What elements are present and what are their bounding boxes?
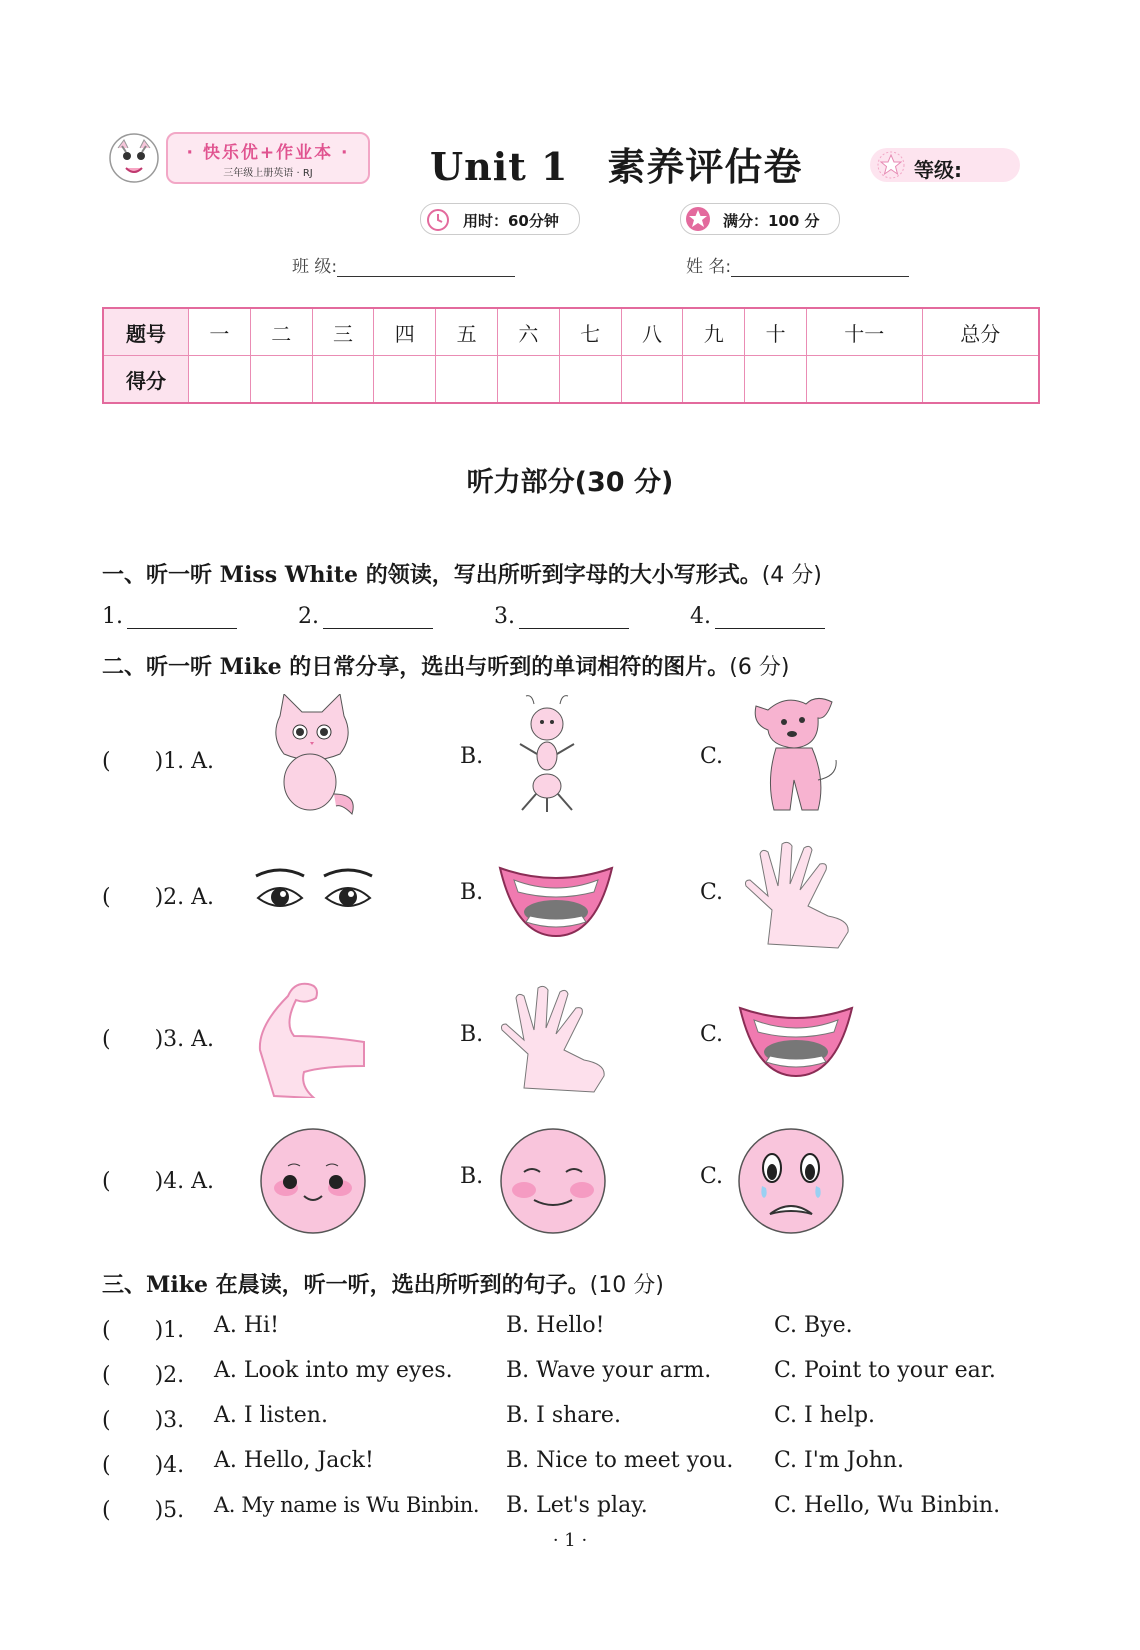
q3-3-option-b[interactable]: B. I share.: [506, 1403, 621, 1428]
col-9: 九: [683, 308, 745, 356]
blank-3[interactable]: [494, 604, 629, 629]
shy-face-picture[interactable]: [258, 1126, 368, 1236]
q2-4-option-c: C.: [700, 1164, 724, 1189]
q3-4-option-b[interactable]: B. Nice to meet you.: [506, 1448, 734, 1473]
page-title: Unit 1 素养评估卷: [430, 144, 803, 189]
score-cell[interactable]: [559, 356, 621, 404]
answer-line[interactable]: [323, 608, 433, 629]
q3-3-option-c[interactable]: C. I help.: [774, 1403, 876, 1428]
brand-subtitle: 三年级上册英语 · RJ: [223, 168, 313, 179]
col-7: 七: [559, 308, 621, 356]
q3-3-option-a[interactable]: A. I listen.: [214, 1403, 328, 1428]
alarm-clock-icon: [425, 206, 451, 232]
q3-5-option-a[interactable]: A. My name is Wu Binbin.: [214, 1493, 480, 1517]
blank-4-label: 4.: [690, 604, 711, 629]
question-number-row: [103, 308, 1039, 356]
q3-4-option-a[interactable]: A. Hello, Jack!: [214, 1448, 374, 1473]
brand-label-box: [166, 132, 370, 184]
col-2: 二: [250, 308, 312, 356]
class-field[interactable]: [292, 252, 515, 277]
col-5: 五: [436, 308, 498, 356]
q2-3-label: ( )3. A.: [102, 1027, 215, 1052]
q3-2-option-c[interactable]: C. Point to your ear.: [774, 1358, 996, 1383]
grade-field: [870, 148, 1020, 182]
answer-line[interactable]: [519, 608, 629, 629]
score-cell[interactable]: [806, 356, 922, 404]
section-3-instruction: 在晨读，听一听，选出所听到的句子。: [207, 1273, 590, 1298]
page-number: · 1 ·: [552, 1530, 588, 1551]
q3-5-option-b[interactable]: B. Let's play.: [506, 1493, 648, 1518]
score-cell[interactable]: [436, 356, 498, 404]
answer-line[interactable]: [127, 608, 237, 629]
section-1-prefix: 一、听一听: [102, 563, 220, 588]
col-10: 十: [745, 308, 807, 356]
name-label: 姓 名:: [686, 257, 732, 277]
q2-2-option-b: B.: [460, 880, 484, 905]
q2-1-label: ( )1. A.: [102, 749, 215, 774]
col-6: 六: [497, 308, 559, 356]
tiger-mascot-icon: [104, 128, 164, 188]
hand-picture[interactable]: [494, 984, 610, 1094]
q3-1-option-a[interactable]: A. Hi!: [214, 1313, 279, 1338]
score-cell[interactable]: [621, 356, 683, 404]
score-cell[interactable]: [374, 356, 436, 404]
section-1-points: (4 分): [761, 563, 822, 588]
q3-5-num: ( )5.: [102, 1498, 185, 1523]
score-table: [102, 307, 1040, 404]
row-head-score: 得分: [103, 356, 189, 404]
blank-1[interactable]: [102, 604, 237, 629]
col-3: 三: [312, 308, 374, 356]
section-1-heading: [102, 558, 822, 589]
section-2-heading: [102, 650, 789, 681]
q3-1-num: ( )1.: [102, 1318, 185, 1343]
section-2-prefix: 二、听一听: [102, 655, 220, 680]
time-label: 用时：60分钟: [463, 212, 559, 230]
q3-2-option-b[interactable]: B. Wave your arm.: [506, 1358, 712, 1383]
q3-4-num: ( )4.: [102, 1453, 185, 1478]
sad-face-picture[interactable]: [736, 1126, 846, 1236]
score-cell[interactable]: [189, 356, 251, 404]
ant-picture[interactable]: [512, 694, 582, 814]
cat-picture[interactable]: [262, 694, 362, 816]
score-cell[interactable]: [250, 356, 312, 404]
hand-picture[interactable]: [738, 840, 854, 950]
score-row: [103, 356, 1039, 404]
score-cell[interactable]: [745, 356, 807, 404]
col-1: 一: [189, 308, 251, 356]
q3-1-option-c[interactable]: C. Bye.: [774, 1313, 853, 1338]
score-cell[interactable]: [922, 356, 1039, 404]
row-head-number: 题号: [103, 308, 189, 356]
listening-heading: 听力部分(30 分): [466, 467, 674, 498]
mouth-picture[interactable]: [736, 1000, 856, 1080]
q3-1-option-b[interactable]: B. Hello!: [506, 1313, 605, 1338]
happy-face-picture[interactable]: [498, 1126, 608, 1236]
q2-3-option-b: B.: [460, 1022, 484, 1047]
section-3-prefix: 三、: [102, 1273, 147, 1298]
blank-2-label: 2.: [298, 604, 319, 629]
q2-1-option-b: B.: [460, 744, 484, 769]
q2-4-label: ( )4. A.: [102, 1169, 215, 1194]
q2-1-option-c: C.: [700, 744, 724, 769]
section-2-points: (6 分): [729, 655, 790, 680]
class-blank[interactable]: [337, 256, 515, 277]
q3-2-num: ( )2.: [102, 1363, 185, 1388]
section-1-name: Miss White: [219, 562, 359, 588]
q3-5-option-c[interactable]: C. Hello, Wu Binbin.: [774, 1493, 1001, 1518]
full-score-label: 满分：100 分: [723, 212, 820, 230]
section-2-instruction: 的日常分享，选出与听到的单词相符的图片。: [281, 655, 730, 680]
grade-label: 等级:: [914, 158, 962, 182]
q2-2-label: ( )2. A.: [102, 885, 215, 910]
time-pill: [420, 203, 580, 235]
answer-line[interactable]: [715, 608, 825, 629]
q3-4-option-c[interactable]: C. I'm John.: [774, 1448, 905, 1473]
col-11: 十一: [806, 308, 922, 356]
name-blank[interactable]: [731, 256, 909, 277]
section-1-instruction: 的领读，写出所听到字母的大小写形式。: [358, 563, 762, 588]
blank-1-label: 1.: [102, 604, 123, 629]
brand-title: · 快乐优+作业本 ·: [186, 143, 350, 163]
col-total: 总分: [922, 308, 1039, 356]
section-3-heading: [102, 1268, 664, 1299]
blank-2[interactable]: [298, 604, 433, 629]
dog-picture[interactable]: [746, 690, 846, 814]
name-field[interactable]: [686, 252, 909, 277]
class-label: 班 级:: [292, 257, 338, 277]
col-8: 八: [621, 308, 683, 356]
star-badge-icon: [685, 206, 711, 232]
q3-2-option-a[interactable]: A. Look into my eyes.: [214, 1358, 453, 1383]
q3-3-num: ( )3.: [102, 1408, 185, 1433]
section-2-name: Mike: [219, 654, 282, 680]
star-icon: [876, 150, 906, 180]
q2-3-option-c: C.: [700, 1022, 724, 1047]
q2-2-option-c: C.: [700, 880, 724, 905]
score-cell[interactable]: [312, 356, 374, 404]
brand-badge: [104, 128, 370, 188]
score-cell[interactable]: [683, 356, 745, 404]
mouth-picture[interactable]: [496, 860, 616, 940]
score-cell[interactable]: [497, 356, 559, 404]
blank-4[interactable]: [690, 604, 825, 629]
eyes-picture[interactable]: [252, 868, 376, 918]
col-4: 四: [374, 308, 436, 356]
section-3-name: Mike: [146, 1272, 208, 1298]
blank-3-label: 3.: [494, 604, 515, 629]
arm-picture[interactable]: [254, 976, 374, 1098]
q2-4-option-b: B.: [460, 1164, 484, 1189]
section-3-points: (10 分): [589, 1273, 664, 1298]
full-score-pill: [680, 203, 840, 235]
